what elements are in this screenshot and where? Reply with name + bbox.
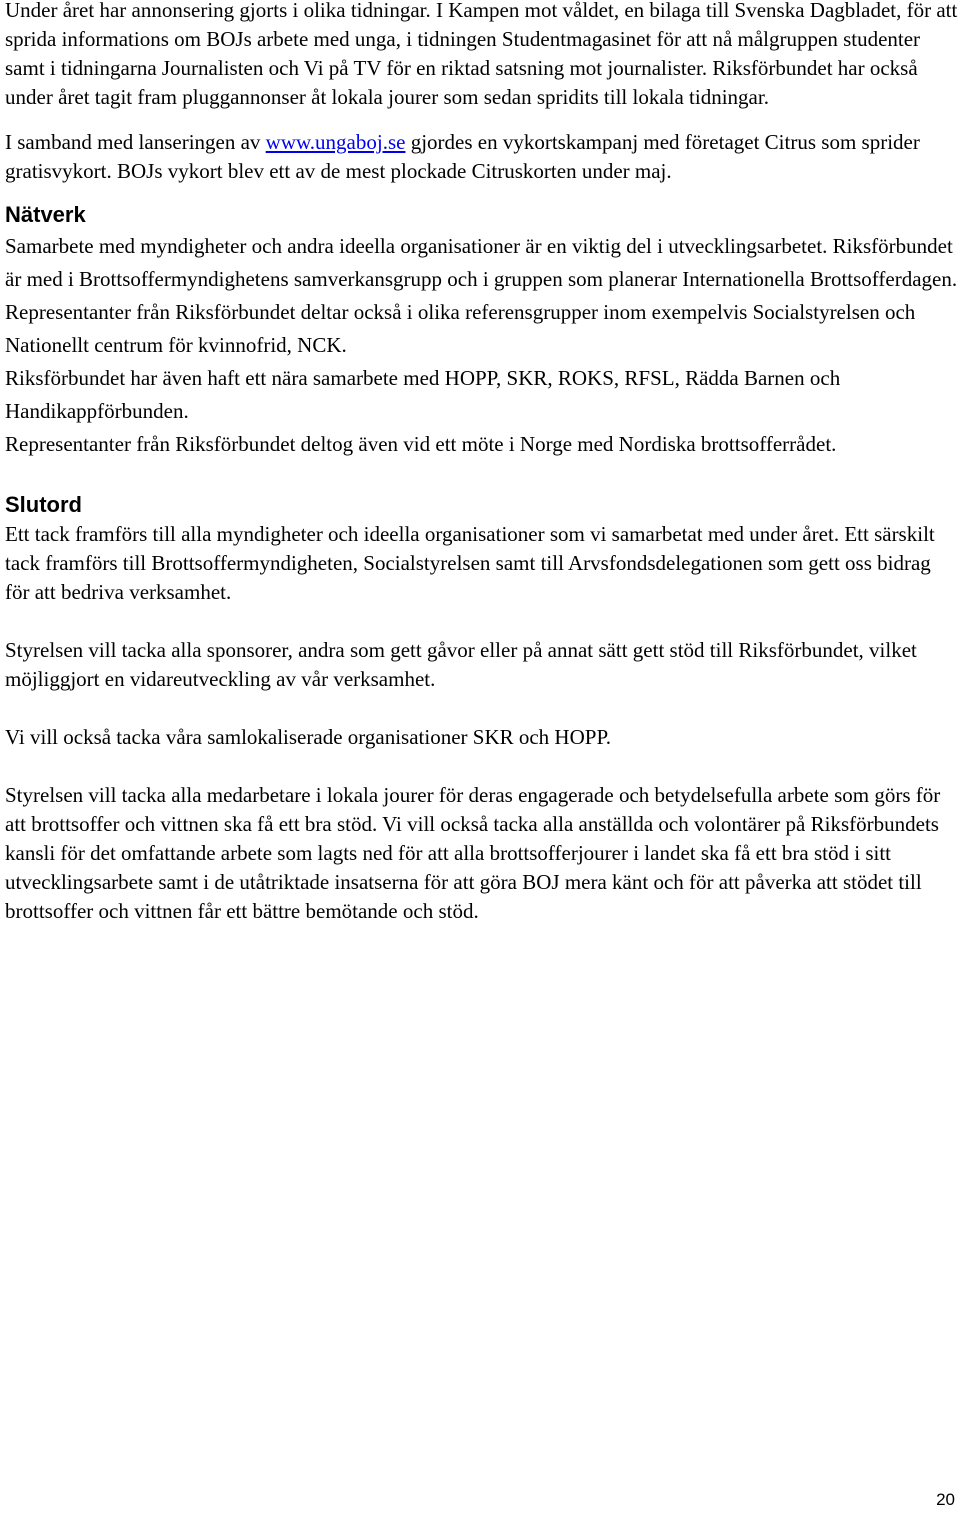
natverk-paragraph-collaboration: Samarbete med myndigheter och andra ideella organisationer är en viktig del i utvecklingsarbetet. Riksförbundet är med i Brottsoffermyndighetens samverkansgrupp och i gruppen som planerar Internationella Brottsofferdagen. Representanter från Riksförbundet deltar också i olika referensgrupper inom exempelvis Socialstyrelsen och Nationellt centrum för kvinnofrid, NCK. bbox=[5, 234, 958, 357]
intro-paragraph-advertising: Under året har annonsering gjorts i olika tidningar. I Kampen mot våldet, en bilaga till Svenska Dagbladet, för att sprida informations om BOJs arbete med unga, i tidningen Studentmagasinet för att nå målgruppen studenter samt i tidningarna Journalisten och Vi på TV för en riktad satsning mot journalister. Riksförbundet har också under året tagit fram pluggannonser åt lokala jourer som sedan spridits till lokala tidningar. bbox=[5, 0, 958, 109]
slutord-paragraph-thanks-sponsors: Styrelsen vill tacka alla sponsorer, andra som gett gåvor eller på annat sätt gett stöd till Riksförbundet, vilket möjliggjort en vidareutveckling av vår verksamhet. bbox=[5, 638, 917, 691]
slutord-paragraph-thanks-staff: Styrelsen vill tacka alla medarbetare i lokala jourer för deras engagerade och betydelsefulla arbete som görs för att brottsoffer och vittnen ska få ett bra stöd. Vi vill också tacka alla anställda och volontärer på Riksförbundets kansli för det omfattande arbete som lagts ned för att alla brottsofferjourer i landet ska få ett bra stöd i sitt utvecklingsarbete samt i de utåtriktade insatserna för att göra BOJ mera känt och för att påverka att stödet till brottsoffer och vittnen får ett bättre bemötande och stöd. bbox=[5, 783, 941, 923]
campaign-text-after-link: gjordes en vykortskampanj med företaget Citrus som sprider gratisvykort. BOJs vykort blev ett av de mest plockade Citruskorten under maj. bbox=[5, 130, 920, 183]
section-heading-natverk: Nätverk bbox=[5, 202, 86, 227]
ungaboj-link[interactable]: www.ungaboj.se bbox=[265, 130, 406, 154]
page-number: 20 bbox=[936, 1490, 955, 1509]
section-heading-slutord: Slutord bbox=[5, 492, 82, 517]
slutord-paragraph-thanks-colocated: Vi vill också tacka våra samlokaliserade organisationer SKR och HOPP. bbox=[5, 725, 612, 749]
natverk-paragraph-norway: Representanter från Riksförbundet deltog även vid ett möte i Norge med Nordiska brottsofferrådet. bbox=[5, 432, 837, 456]
intro-paragraph-campaign bbox=[5, 128, 960, 186]
document-page bbox=[5, 0, 960, 926]
campaign-text-before-link: I samband med lanseringen av bbox=[5, 130, 266, 154]
natverk-paragraph-partners: Riksförbundet har även haft ett nära samarbete med HOPP, SKR, ROKS, RFSL, Rädda Barnen och Handikappförbunden. bbox=[5, 366, 841, 423]
slutord-paragraph-thanks-authorities: Ett tack framförs till alla myndigheter och ideella organisationer som vi samarbetat med under året. Ett särskilt tack framförs till Brottsoffermyndigheten, Socialstyrelsen samt till Arvsfondsdelegationen som gett oss bidrag för att bedriva verksamhet. bbox=[5, 522, 935, 604]
